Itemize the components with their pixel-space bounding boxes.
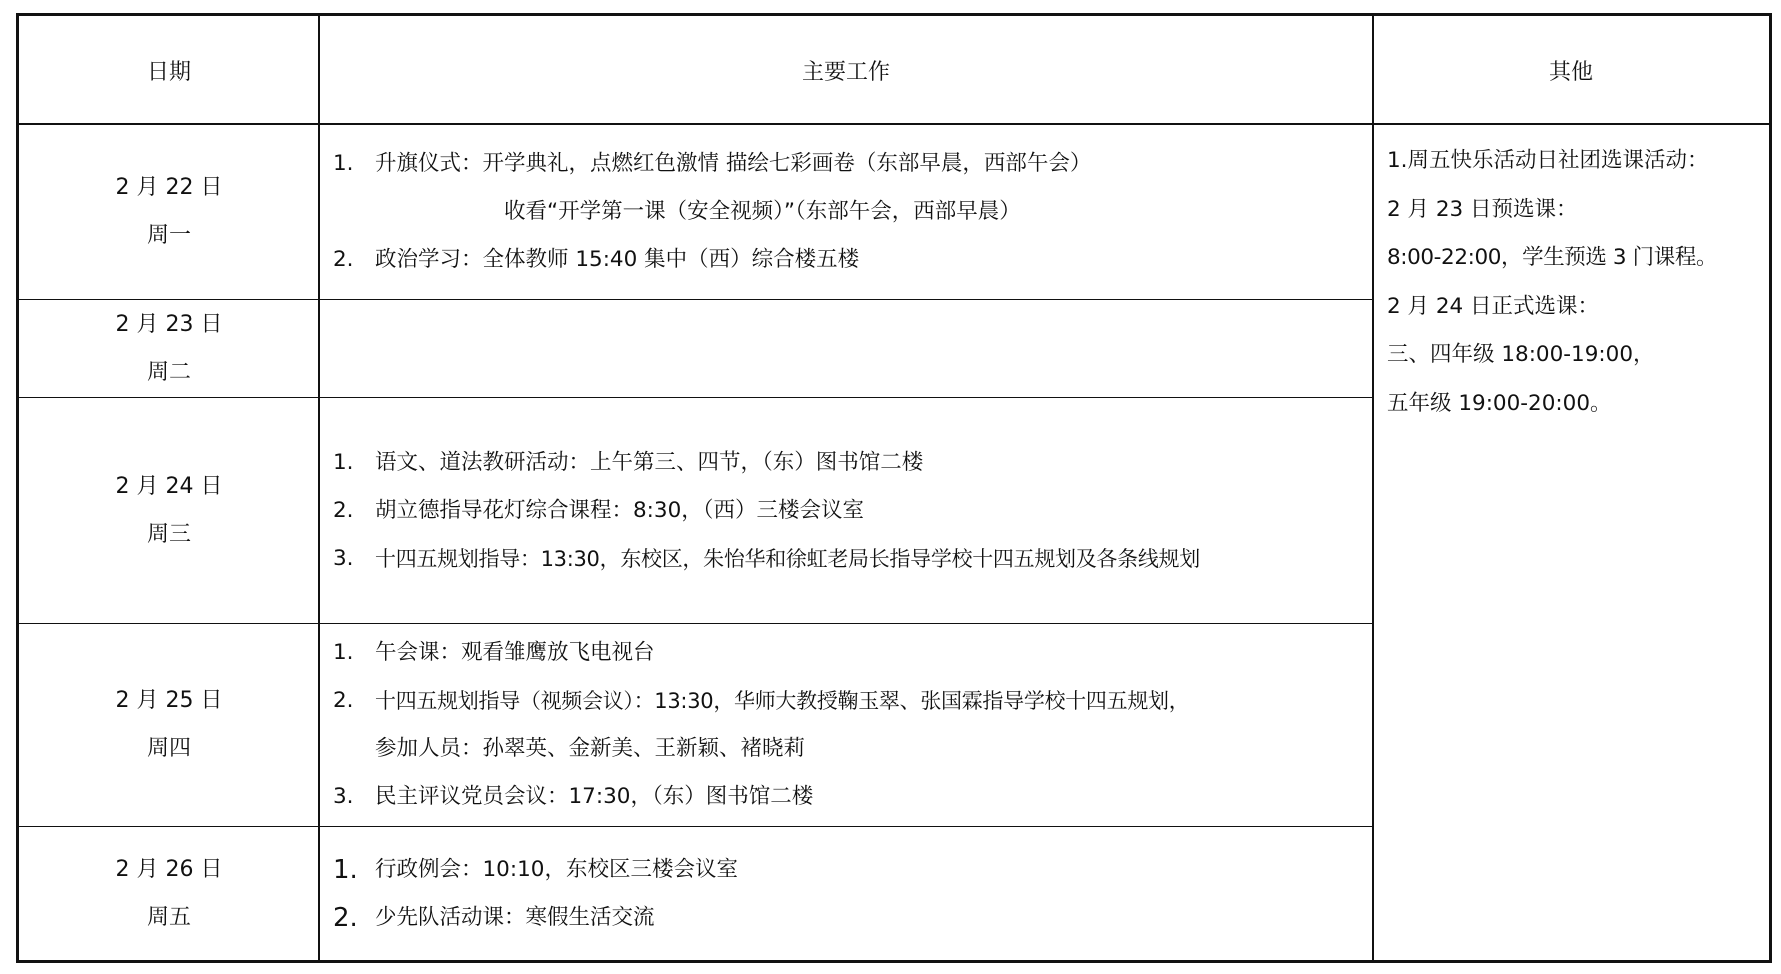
work-item-continuation	[333, 188, 1373, 236]
item-number: 2.	[333, 497, 354, 523]
other-cell	[1374, 125, 1769, 960]
work-item	[333, 140, 1373, 188]
work-cell-empty	[319, 300, 1373, 397]
work-item-continuation	[333, 725, 1373, 773]
item-number: 1.	[333, 449, 354, 475]
work-cell	[319, 398, 1373, 623]
item-text: 政治学习：全体教师 15:40 集中（西）综合楼五楼	[375, 247, 860, 272]
item-text: 胡立德指导花灯综合课程：8:30，（西）三楼会议室	[375, 497, 865, 523]
item-text: 参加人员：孙翠英、金新美、王新颖、褚晓莉	[375, 736, 806, 761]
item-number: 2.	[333, 688, 354, 713]
date-cell	[19, 125, 319, 299]
item-number: 2.	[333, 247, 354, 272]
work-cell	[319, 827, 1373, 960]
other-line: 1.周五快乐活动日社团选课活动：	[1387, 148, 1709, 173]
work-item	[333, 236, 1373, 284]
item-text: 十四五规划指导（视频会议）：13:30，华师大教授鞠玉翠、张国霖指导学校十四五规划，	[375, 689, 1190, 713]
item-number: 3.	[333, 545, 354, 571]
item-number: 2.	[333, 902, 358, 933]
item-text: 收看“开学第一课（安全视频）”（东部午会，西部早晨）	[504, 199, 1021, 224]
item-number: 1.	[333, 854, 358, 885]
date-text: 2 月 26 日	[115, 856, 223, 882]
work-item	[333, 846, 1373, 894]
item-text: 少先队活动课：寒假生活交流	[375, 904, 655, 930]
work-item	[333, 773, 1373, 821]
work-cell	[319, 125, 1373, 299]
other-line: 2 月 23 日预选课：	[1387, 196, 1578, 222]
item-text: 民主评议党员会议：17:30，（东）图书馆二楼	[375, 784, 814, 809]
date-text: 2 月 23 日	[115, 311, 223, 337]
schedule-table	[16, 13, 1772, 963]
other-line: 三、四年级 18:00-19:00，	[1387, 342, 1655, 367]
item-number: 1.	[333, 640, 354, 665]
work-item	[333, 439, 1373, 487]
date-text: 2 月 22 日	[115, 175, 223, 200]
item-text: 午会课：观看雏鹰放飞电视台	[375, 640, 655, 665]
other-line: 五年级 19:00-20:00。	[1387, 390, 1612, 416]
weekday-text: 周三	[146, 521, 191, 547]
other-line: 8:00-22:00，学生预选 3 门课程。	[1387, 245, 1718, 270]
other-line: 2 月 24 日正式选课：	[1387, 293, 1600, 319]
item-text: 语文、道法教研活动：上午第三、四节，（东）图书馆二楼	[375, 449, 924, 475]
date-cell	[19, 300, 319, 397]
work-item	[333, 535, 1373, 583]
work-item	[333, 677, 1373, 725]
weekday-text: 周一	[146, 223, 191, 248]
item-text: 行政例会：10:10，东校区三楼会议室	[375, 856, 738, 882]
work-item	[333, 894, 1373, 942]
date-text: 2 月 24 日	[115, 473, 223, 499]
header-main-work: 主要工作	[801, 59, 890, 85]
weekday-text: 周四	[146, 736, 191, 761]
work-cell	[319, 624, 1373, 826]
item-text: 升旗仪式：开学典礼，点燃红色激情 描绘七彩画卷（东部早晨，西部午会）	[375, 151, 1092, 176]
work-item	[333, 629, 1373, 677]
date-text: 2 月 25 日	[115, 688, 223, 713]
date-cell	[19, 398, 319, 623]
weekday-text: 周二	[146, 359, 191, 385]
date-cell	[19, 827, 319, 960]
item-text: 十四五规划指导：13:30，东校区，朱怡华和徐虹老局长指导学校十四五规划及各条线规划	[375, 546, 1200, 571]
item-number: 1.	[333, 151, 354, 176]
item-number: 3.	[333, 784, 354, 809]
header-other: 其他	[1548, 59, 1593, 85]
work-item	[333, 487, 1373, 535]
header-date: 日期	[146, 59, 191, 85]
date-cell	[19, 624, 319, 826]
weekday-text: 周五	[146, 904, 191, 930]
